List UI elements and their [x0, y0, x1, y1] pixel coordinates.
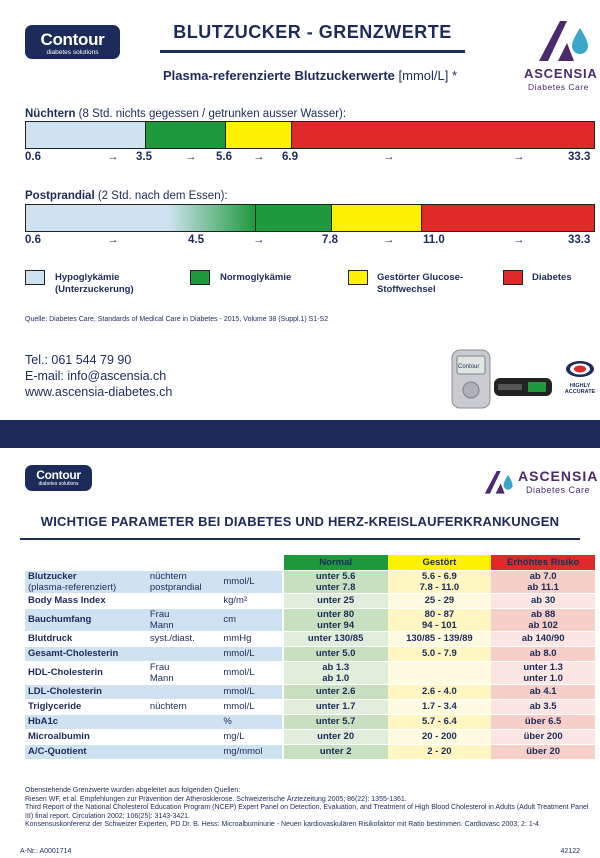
fasting-tick-6: 6.9 [282, 151, 298, 163]
param-sub-line2: Mann [149, 619, 174, 631]
parameters-table [25, 555, 595, 760]
page-title: BLUTZUCKER - GRENZWERTE [173, 22, 452, 42]
param-label [25, 744, 148, 759]
value-gestoert-line2: 94 - 101 [421, 619, 457, 631]
value-gestoert-line1: 130/85 - 139/89 [406, 633, 473, 644]
postprandial-tick-6: 11.0 [423, 234, 445, 246]
ascensia-wordmark-bottom: ASCENSIA [518, 468, 599, 484]
param-sub [148, 684, 222, 699]
postprandial-arrow-5: → [383, 234, 395, 246]
table-row [25, 744, 595, 759]
fasting-arrow-1: → [107, 151, 119, 163]
value-risiko-line1: ab 7.0 [529, 570, 557, 582]
value-normal-line1: unter 1.7 [315, 701, 356, 712]
meter-illustration [448, 348, 558, 410]
value-risiko [491, 684, 595, 699]
param-sub [148, 744, 222, 759]
postprandial-tick-2: 4.5 [188, 234, 204, 246]
table-row [25, 570, 595, 593]
fasting-tick-4: 5.6 [216, 151, 232, 163]
param-sub-line2: Mann [149, 672, 174, 684]
postprandial-label [25, 190, 228, 202]
table-row [25, 608, 595, 631]
value-gestoert [388, 570, 492, 593]
header-normal: Normal [284, 555, 388, 570]
param-label-line1: Triglyceride [28, 701, 82, 712]
value-normal-line1: unter 80 [317, 608, 355, 620]
table-row [25, 699, 595, 714]
fasting-tick-0: 0.6 [25, 151, 41, 163]
value-gestoert-line1: 1.7 - 3.4 [421, 701, 457, 712]
param-label-line1: LDL-Cholesterin [28, 686, 102, 697]
postprandial-arrow-1: → [107, 234, 119, 246]
table-row [25, 593, 595, 608]
parameters-title-underline [20, 538, 580, 540]
value-risiko-line1: über 200 [523, 731, 563, 742]
ascensia-logo-bottom [482, 468, 597, 498]
param-label [25, 646, 148, 661]
table-row [25, 684, 595, 699]
value-risiko [491, 729, 595, 744]
value-gestoert [388, 729, 492, 744]
value-normal [284, 729, 388, 744]
fasting-arrow-5: → [253, 151, 265, 163]
value-gestoert-line1: 20 - 200 [421, 731, 457, 742]
param-sub [148, 699, 222, 714]
fasting-label [25, 108, 346, 120]
param-sub [148, 631, 222, 646]
param-unit [221, 714, 281, 729]
fasting-arrow-3: → [185, 151, 197, 163]
value-gestoert [388, 631, 492, 646]
value-risiko [491, 570, 595, 593]
value-normal-line1: unter 130/85 [307, 633, 364, 644]
value-risiko [491, 744, 595, 759]
param-unit-line2: mmol/L [223, 576, 255, 587]
value-normal-line2: ab 1.0 [322, 672, 350, 684]
ascensia-logo [522, 18, 600, 98]
param-unit [221, 646, 281, 661]
value-gestoert [388, 661, 492, 684]
value-gestoert-line1: 25 - 29 [424, 595, 455, 606]
value-risiko [491, 593, 595, 608]
value-normal [284, 593, 388, 608]
param-sub [148, 608, 222, 631]
param-sub-line1: nüchtern [149, 570, 187, 582]
param-unit-line1: mg/mmol [223, 746, 263, 757]
value-gestoert [388, 608, 492, 631]
value-gestoert-line1: 5.7 - 6.4 [421, 716, 457, 727]
postprandial-label-rest: (2 Std. nach dem Essen): [94, 190, 228, 202]
table-row [25, 661, 595, 684]
value-normal [284, 570, 388, 593]
article-number: A-Nr.: A0001714 [20, 848, 72, 855]
contour-logo-bottom-text: Contour [36, 468, 81, 482]
value-normal [284, 661, 388, 684]
contact-web[interactable]: www.ascensia-diabetes.ch [25, 385, 173, 399]
legend-label-normo: Normoglykämie [220, 272, 292, 283]
param-unit [221, 729, 281, 744]
value-risiko [491, 714, 595, 729]
param-label [25, 684, 148, 699]
value-normal-line1: unter 2 [319, 746, 352, 757]
contour-logo [25, 25, 120, 59]
param-label [25, 631, 148, 646]
value-normal [284, 684, 388, 699]
value-gestoert-line1: 80 - 87 [424, 608, 455, 620]
value-gestoert-line1: 5.6 - 6.9 [421, 570, 457, 582]
table-row [25, 729, 595, 744]
fasting-axis [25, 151, 595, 167]
param-sub [148, 714, 222, 729]
param-sub [148, 646, 222, 661]
param-unit [221, 608, 281, 631]
param-label [25, 570, 148, 593]
value-normal-line1: unter 5.7 [315, 716, 356, 727]
accuracy-icon [565, 360, 595, 378]
postprandial-tick-8: 33.3 [568, 234, 591, 246]
postprandial-seg-normo [256, 205, 332, 231]
table-row [25, 646, 595, 661]
contour-logo-sub: diabetes solutions [46, 49, 99, 56]
legend-swatch-normo [190, 270, 210, 285]
value-normal-line1: unter 5.0 [315, 648, 356, 659]
value-risiko-line1: ab 8.0 [529, 648, 557, 659]
param-sub [148, 729, 222, 744]
contact-block [25, 352, 172, 400]
value-gestoert-line1: 2 - 20 [427, 746, 452, 757]
value-risiko-line1: ab 30 [530, 595, 556, 606]
value-normal [284, 646, 388, 661]
value-risiko [491, 661, 595, 684]
legend-swatch-impaired [348, 270, 368, 285]
param-sub-line1: Frau [149, 661, 170, 673]
param-unit-line1: mmol/L [223, 701, 255, 712]
param-unit [221, 570, 281, 593]
legend-label-hypo: Hypoglykämie (Unterzuckerung) [55, 272, 134, 295]
value-risiko [491, 631, 595, 646]
param-unit-line1: mg/L [223, 731, 245, 742]
param-label-line1: Gesamt-Cholesterin [28, 648, 119, 659]
value-normal-line1: ab 1.3 [322, 661, 350, 673]
param-label-line1: HbA1c [28, 716, 59, 727]
param-label-line1: A/C-Quotient [28, 746, 87, 757]
param-sub-line1: Frau [149, 608, 170, 620]
value-normal-line1: unter 20 [317, 731, 355, 742]
legend-label-impaired: Gestörter Glucose- Stoffwechsel [377, 272, 464, 295]
postprandial-axis [25, 234, 595, 250]
param-unit [221, 631, 281, 646]
postprandial-seg-diabetes [422, 205, 594, 231]
param-unit [221, 593, 281, 608]
value-normal [284, 714, 388, 729]
value-normal [284, 608, 388, 631]
value-risiko [491, 608, 595, 631]
postprandial-arrow-7: → [513, 234, 525, 246]
fasting-seg-hypo [26, 122, 146, 148]
postprandial-arrow-3: → [253, 234, 265, 246]
value-gestoert [388, 593, 492, 608]
table-header-row [25, 555, 595, 570]
document-code: 42122 [560, 848, 580, 855]
value-normal-line1: unter 5.6 [315, 570, 356, 582]
legend-label-diabetes: Diabetes [532, 272, 572, 283]
param-sub [148, 661, 222, 684]
param-unit-line1: mmol/L [223, 648, 255, 659]
glucose-meter-image [448, 348, 558, 410]
value-gestoert [388, 714, 492, 729]
footnotes [25, 787, 590, 830]
param-label [25, 608, 148, 631]
param-unit-line1: mmHg [223, 633, 252, 644]
contact-email[interactable]: E-mail: info@ascensia.ch [25, 369, 167, 383]
fasting-tick-2: 3.5 [136, 151, 152, 163]
param-unit [221, 661, 281, 684]
value-risiko-line1: ab 3.5 [529, 701, 557, 712]
value-risiko-line1: ab 4.1 [529, 686, 557, 697]
param-unit-line2: mmol/L [223, 667, 255, 678]
badge-line2: ACCURATE [564, 389, 596, 395]
param-label [25, 729, 148, 744]
meter-brand-label: Contour [458, 364, 480, 370]
glucose-limits-card [0, 0, 600, 420]
fasting-arrow-7: → [383, 151, 395, 163]
value-risiko [491, 699, 595, 714]
param-sub-line2: postprandial [149, 581, 202, 593]
ascensia-wordmark: ASCENSIA [524, 66, 598, 81]
header-gestoert: Gestört [388, 555, 492, 570]
value-normal [284, 699, 388, 714]
param-sub [148, 570, 222, 593]
value-risiko-line2: ab 102 [528, 619, 558, 631]
ascensia-mark-bottom-icon [482, 468, 516, 496]
ascensia-subtitle: Diabetes Care [528, 82, 589, 92]
subtitle [90, 68, 530, 83]
param-sub-line1: nüchtern [149, 701, 187, 712]
value-gestoert-line2: 7.8 - 11.0 [419, 581, 460, 593]
footnote-3: Konsensuskonferenz der Schweizer Experten, PD Dr. B. Hess: Microalbuminurie - Neuen kardiovaskulären Risikofaktor mit Ratio bestimmen. Cardiovasc 2003; 2: 1-4. [25, 821, 541, 828]
page-divider [0, 420, 600, 448]
legend-swatch-diabetes [503, 270, 523, 285]
param-label-line1: HDL-Cholesterin [28, 667, 103, 678]
postprandial-seg-impaired [332, 205, 422, 231]
value-gestoert [388, 646, 492, 661]
footnote-1: Riesen WF, et al. Empfehlungen zur Prävention der Atherosklerose. Schweizerische Ärztezeitung 2005; 86(22): 1355-1361. [25, 795, 407, 803]
param-sub [148, 593, 222, 608]
param-label-line1: Body Mass Index [28, 595, 106, 606]
fasting-bar [25, 121, 595, 149]
value-normal-line1: unter 25 [317, 595, 355, 606]
table-row [25, 631, 595, 646]
parameters-title: WICHTIGE PARAMETER BEI DIABETES UND HERZ-KREISLAUFERKRANKUNGEN [40, 514, 560, 529]
value-gestoert [388, 744, 492, 759]
value-normal-line2: unter 7.8 [315, 581, 356, 593]
subtitle-text: Plasma-referenzierte Blutzuckerwerte [162, 68, 395, 83]
param-unit-line2: cm [223, 614, 237, 625]
fasting-seg-impaired [226, 122, 292, 148]
value-risiko-line2: ab 11.1 [527, 581, 559, 593]
param-label-line2: (plasma-referenziert) [28, 581, 117, 593]
value-normal [284, 631, 388, 646]
subtitle-unit: [mmol/L] * [398, 68, 458, 83]
postprandial-label-bold: Postprandial [25, 190, 95, 202]
param-label-line1: Blutzucker [28, 570, 77, 582]
value-risiko-line1: ab 88 [530, 608, 556, 620]
fasting-label-rest: (8 Std. nichts gegessen / getrunken ausser Wasser): [75, 108, 347, 120]
param-unit-line1: kg/m² [223, 595, 248, 606]
param-unit-line1: mmol/L [223, 686, 255, 697]
value-gestoert [388, 699, 492, 714]
param-unit [221, 699, 281, 714]
param-label [25, 714, 148, 729]
param-label [25, 661, 148, 684]
postprandial-tick-0: 0.6 [25, 234, 41, 246]
table-row [25, 714, 595, 729]
value-gestoert-line1: 5.0 - 7.9 [421, 648, 457, 659]
param-label-line1: Bauchumfang [28, 614, 92, 625]
value-risiko-line1: über 20 [526, 746, 561, 757]
postprandial-tick-4: 7.8 [322, 234, 338, 246]
value-normal [284, 744, 388, 759]
fasting-seg-normo [146, 122, 226, 148]
contour-logo-text: Contour [40, 30, 105, 49]
fasting-label-bold: Nüchtern [25, 108, 76, 120]
ascensia-subtitle-bottom: Diabetes Care [526, 485, 591, 495]
parameters-card [0, 448, 600, 858]
ascensia-mark-icon [534, 18, 594, 63]
source-citation: Quelle: Diabetes Care, Standards of Medical Care in Diabetes - 2015, Volume 38 (Suppl.1) S1-S2 [25, 316, 329, 323]
value-risiko [491, 646, 595, 661]
param-label [25, 699, 148, 714]
postprandial-seg-hypo-normo [26, 205, 256, 231]
fasting-tick-9: 33.3 [568, 151, 591, 163]
fasting-seg-diabetes [292, 122, 594, 148]
param-unit [221, 684, 281, 699]
param-label-line1: Microalbumin [28, 731, 90, 742]
value-gestoert-line1: 2.6 - 4.0 [421, 686, 457, 697]
param-unit [221, 744, 281, 759]
param-unit-line1: % [223, 716, 232, 727]
value-normal-line1: unter 2.6 [315, 686, 356, 697]
highly-accurate-badge [562, 360, 598, 395]
value-normal-line2: unter 94 [317, 619, 355, 631]
title-underline [160, 50, 465, 53]
header-risiko: Erhöhtes Risiko [491, 555, 595, 570]
contour-logo-bottom-sub: diabetes solutions [38, 481, 79, 487]
footnote-0: Obenstehende Grenzwerte wurden abgeleitet aus folgenden Quellen: [25, 787, 241, 794]
badge-line1: HIGHLY [569, 383, 591, 389]
postprandial-bar [25, 204, 595, 232]
fasting-arrow-8: → [513, 151, 525, 163]
footnote-2: Third Report of the National Cholesterol Education Program (NCEP) Expert Panel on Detection, Evaluation, and Treatment of High Blood Cholesterol in Adults (Adult Treatment Panel III) final report. Circulation 2002; 106(25): 3143-3421. [25, 804, 589, 820]
value-risiko-line2: unter 1.0 [523, 672, 563, 684]
contact-tel: Tel.: 061 544 79 90 [25, 353, 132, 367]
contour-logo-bottom [25, 465, 92, 491]
value-gestoert [388, 684, 492, 699]
value-risiko-line1: ab 140/90 [521, 633, 565, 644]
param-sub-line1: syst./diast. [149, 633, 195, 644]
value-risiko-line1: unter 1.3 [523, 661, 563, 673]
legend-swatch-hypo [25, 270, 45, 285]
param-label [25, 593, 148, 608]
param-label-line1: Blutdruck [28, 633, 73, 644]
value-risiko-line1: über 6.5 [524, 716, 562, 727]
